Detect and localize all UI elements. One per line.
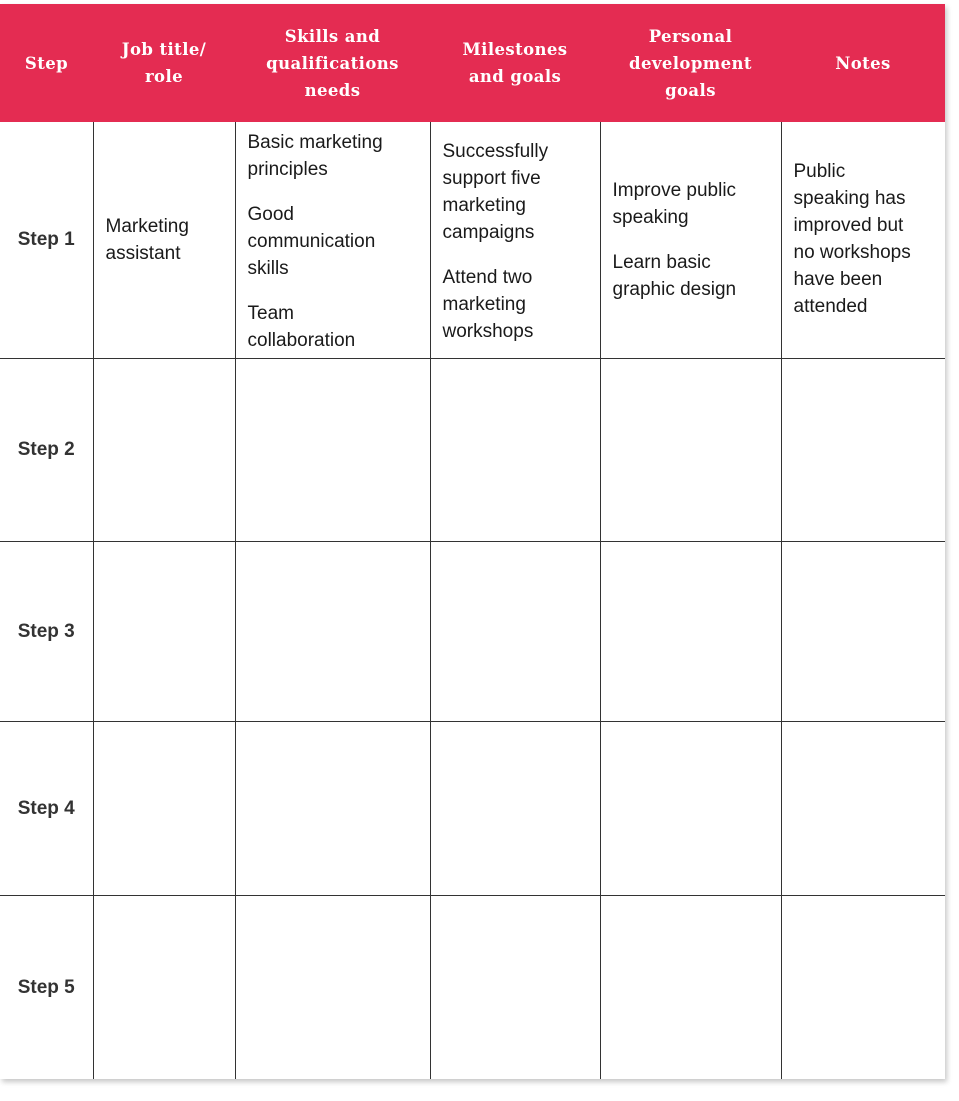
table-row-step-2 — [0, 358, 945, 541]
notes-cell[interactable] — [781, 895, 945, 1079]
header-job-title: Job title/ role — [93, 4, 235, 122]
table-row-step-1 — [0, 122, 945, 358]
personal-development-cell[interactable] — [600, 122, 781, 358]
header-personal-development: Personal development goals — [600, 4, 781, 122]
header-skills: Skills and qualifications needs — [235, 4, 430, 122]
job-title-cell[interactable] — [93, 895, 235, 1079]
personal-development-cell[interactable] — [600, 721, 781, 895]
personal-development-cell[interactable] — [600, 895, 781, 1079]
personal-development-cell[interactable] — [600, 358, 781, 541]
milestones-cell[interactable] — [430, 541, 600, 721]
skill-item: Basic marketing principles — [247, 132, 383, 180]
step-label: Step 4 — [0, 721, 93, 895]
milestones-cell[interactable] — [430, 122, 600, 358]
career-plan-sheet — [0, 4, 945, 1079]
skills-cell[interactable] — [235, 541, 430, 721]
skill-item: Team collaboration — [247, 303, 356, 351]
step-label: Step 5 — [17, 976, 75, 998]
notes-cell[interactable] — [781, 721, 945, 895]
milestones-cell[interactable] — [430, 895, 600, 1079]
skills-cell[interactable] — [235, 721, 430, 895]
notes-cell[interactable] — [781, 541, 945, 721]
step-label: Step 1 — [0, 122, 93, 358]
career-plan-table — [0, 4, 945, 1079]
milestones-cell[interactable] — [430, 358, 600, 541]
job-title-cell[interactable] — [93, 358, 235, 541]
milestone-item: Attend two marketing workshops — [442, 267, 534, 342]
skills-cell[interactable] — [235, 895, 430, 1079]
notes-cell[interactable] — [781, 358, 945, 541]
skills-cell[interactable] — [235, 358, 430, 541]
milestone-item: Successfully support five marketing campaigns — [442, 141, 549, 243]
personal-goal-item: Learn basic graphic design — [612, 251, 737, 300]
milestones-cell[interactable] — [430, 721, 600, 895]
header-step: Step — [0, 4, 93, 122]
step-label: Step 3 — [0, 541, 93, 721]
personal-development-cell[interactable] — [600, 541, 781, 721]
skill-item: Good communication skills — [247, 204, 376, 279]
job-title-cell[interactable] — [93, 541, 235, 721]
skills-cell[interactable] — [235, 122, 430, 358]
table-row-step-5 — [0, 895, 945, 1079]
header-row — [0, 4, 945, 122]
personal-goal-item: Improve public speaking — [612, 179, 737, 228]
notes-cell[interactable]: Public speaking has improved but no workshops have been attended — [781, 122, 945, 358]
table-row-step-4 — [0, 721, 945, 895]
job-title-cell[interactable] — [93, 721, 235, 895]
header-notes: Notes — [781, 4, 945, 122]
step-label: Step 2 — [0, 358, 93, 541]
header-milestones: Milestones and goals — [430, 4, 600, 122]
table-row-step-3 — [0, 541, 945, 721]
job-title-cell[interactable]: Marketing assistant — [93, 122, 235, 358]
